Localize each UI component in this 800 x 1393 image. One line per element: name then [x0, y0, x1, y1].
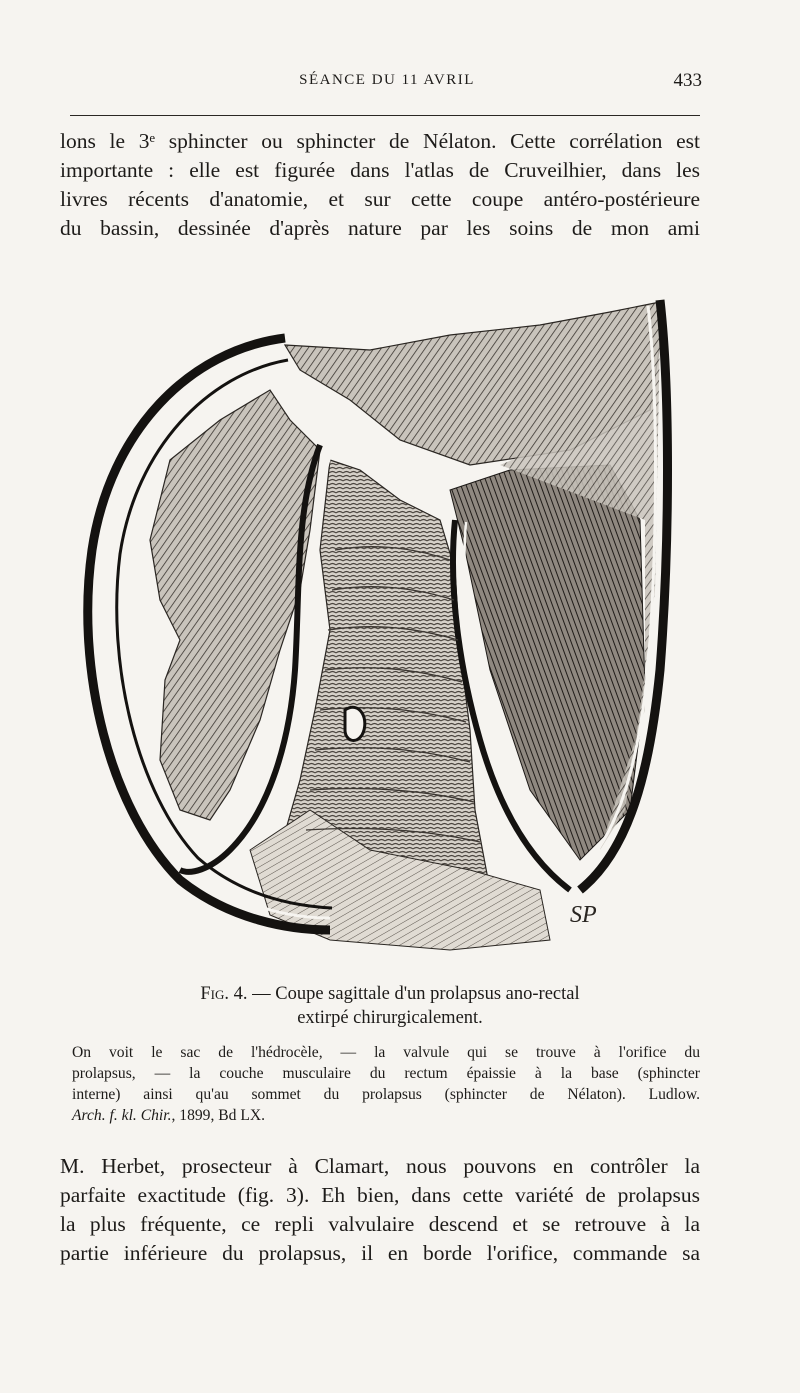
artist-signature: SP: [570, 902, 597, 928]
header-rule: [70, 115, 700, 116]
figure-caption: [120, 982, 660, 1030]
dark-lumen: [450, 465, 645, 860]
text-line: partie inférieure du prolapsus, il en borde l'orifice, commande sa: [60, 1241, 700, 1265]
caption-title: — Coupe sagittale d'un prolapsus ano-rectal: [247, 984, 580, 1004]
body-paragraph-bottom: [60, 1152, 700, 1268]
text-line: la plus fréquente, ce repli valvulaire descend et se retrouve à la: [60, 1212, 700, 1236]
text-line: importante : elle est figurée dans l'atlas de Cruveilhier, dans les: [60, 158, 700, 182]
running-head: [72, 64, 702, 94]
text-line: M. Herbet, prosecteur à Clamart, nous pouvons en contrôler la: [60, 1154, 700, 1178]
figure-legend: [72, 1042, 700, 1126]
legend-line: prolapsus, — la couche musculaire du rectum épaissie à la base (sphincter: [72, 1065, 700, 1082]
figure-label: Fig. 4.: [200, 984, 248, 1004]
anatomical-illustration: [70, 290, 710, 960]
running-title: SÉANCE DU 11 AVRIL: [299, 72, 475, 88]
legend-citation-journal: Arch. f. kl. Chir.: [72, 1107, 172, 1124]
legend-line: [72, 1105, 700, 1126]
text-line: livres récents d'anatomie, et sur cette coupe antéro-postérieure: [60, 187, 700, 211]
legend-citation-rest: , 1899, Bd LX.: [171, 1107, 266, 1124]
caption-title-cont: extirpé chirurgicalement.: [297, 1008, 483, 1028]
page-number: 433: [673, 70, 702, 91]
text-line: parfaite exactitude (fig. 3). Eh bien, dans cette variété de prolapsus: [60, 1183, 700, 1207]
valve-notch: [345, 707, 365, 740]
text-line: du bassin, dessinée d'après nature par les soins de mon ami: [60, 216, 700, 240]
legend-line: On voit le sac de l'hédrocèle, — la valvule qui se trouve à l'orifice du: [72, 1044, 700, 1061]
text-line: lons le 3ᵉ sphincter ou sphincter de Nélaton. Cette corrélation est: [60, 129, 700, 153]
body-paragraph-top: [60, 127, 700, 243]
legend-line: interne) ainsi qu'au sommet du prolapsus (sphincter de Nélaton). Ludlow.: [72, 1086, 700, 1103]
